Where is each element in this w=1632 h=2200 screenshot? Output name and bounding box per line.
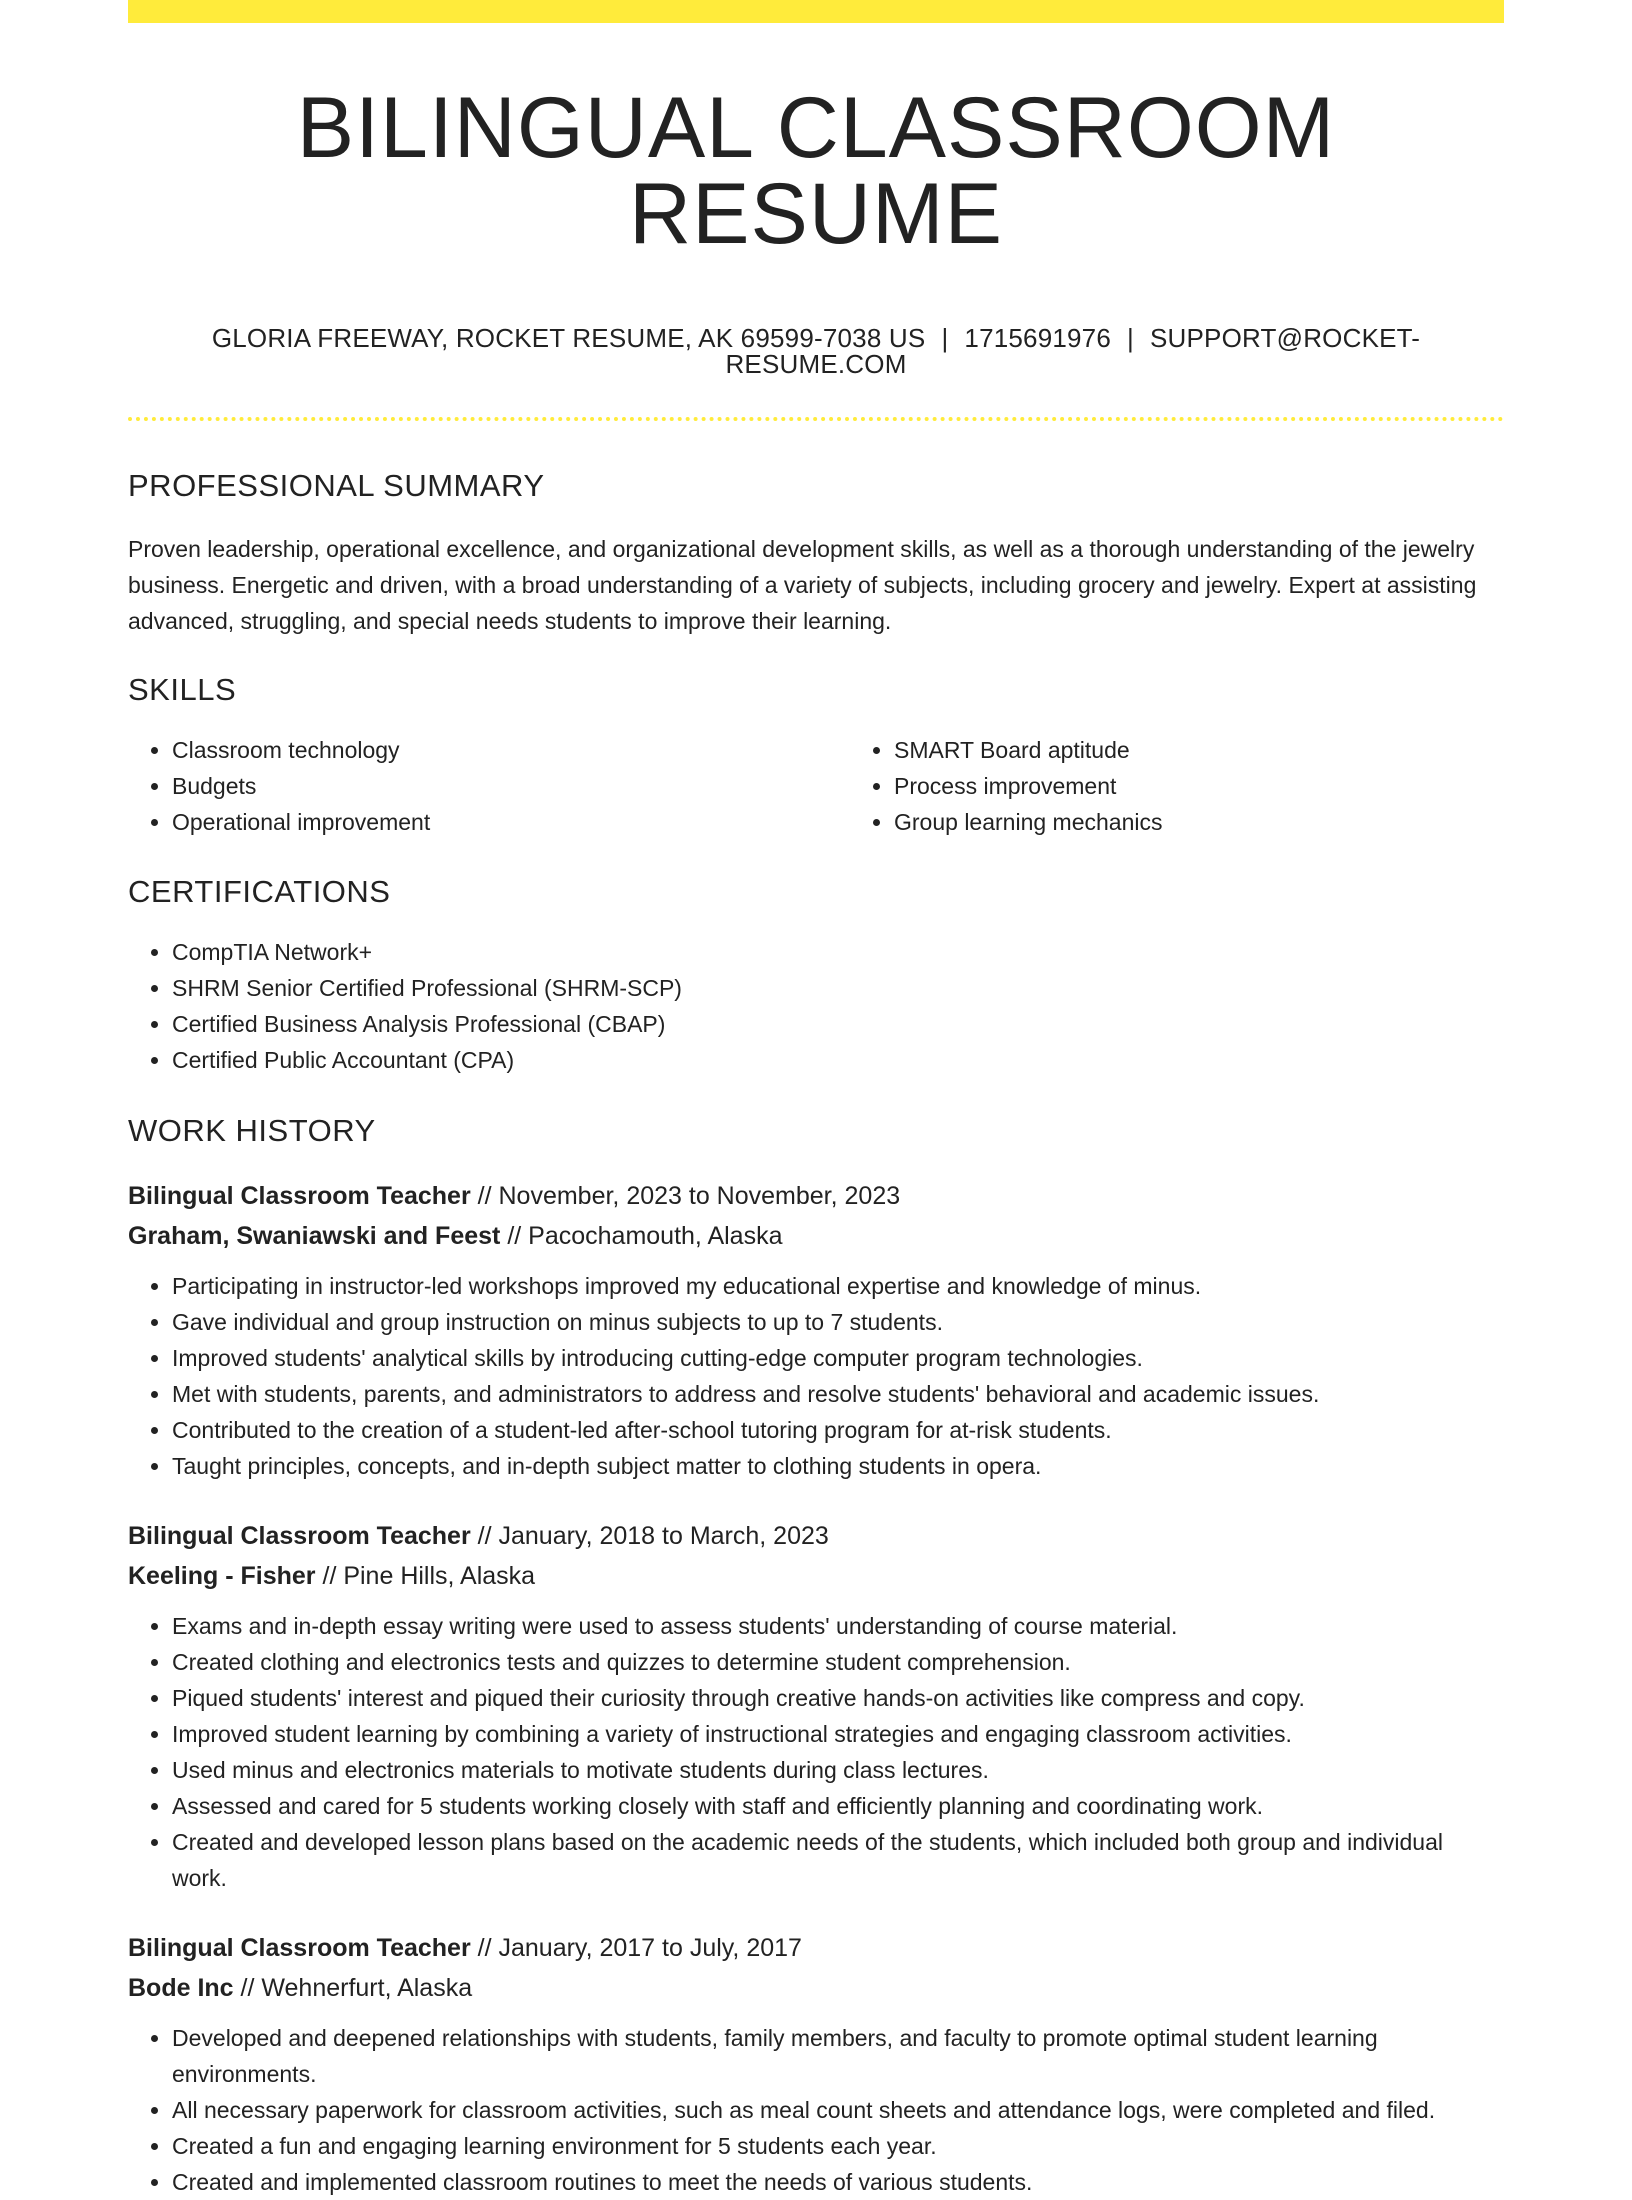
job-bullet: • Created clothing and electronics tests and quizzes to determine student comprehension. bbox=[172, 1644, 1504, 1680]
job-role: Bilingual Classroom Teacher bbox=[128, 1182, 471, 1210]
job-bullet: • Used minus and electronics materials to motivate students during class lectures. bbox=[172, 1752, 1504, 1788]
job-bullet: • Developed and deepened relationships with students, family members, and faculty to promote optimal student learning environments. bbox=[172, 2020, 1504, 2092]
contact-separator: | bbox=[1127, 323, 1134, 353]
job-role: Bilingual Classroom Teacher bbox=[128, 1934, 471, 1962]
job-entry bbox=[128, 1176, 1504, 1484]
job-bullet: • Improved students' analytical skills by introducing cutting-edge computer program technologies. bbox=[172, 1340, 1504, 1376]
certification-item: • CompTIA Network+ bbox=[172, 934, 1504, 970]
skill-item: • Budgets bbox=[172, 768, 850, 804]
job-bullet-list bbox=[128, 1268, 1504, 1484]
job-entry bbox=[128, 1516, 1504, 1896]
accent-bar bbox=[128, 0, 1504, 23]
job-role-line bbox=[128, 1176, 1504, 1216]
contact-phone[interactable]: 1715691976 bbox=[964, 323, 1112, 353]
job-bullet: • Created and developed lesson plans based on the academic needs of the students, which included both group and individual work. bbox=[172, 1824, 1504, 1896]
job-bullet: • Created and implemented classroom routines to meet the needs of various students. bbox=[172, 2164, 1504, 2200]
job-bullet: • Piqued students' interest and piqued their curiosity through creative hands-on activities like compress and copy. bbox=[172, 1680, 1504, 1716]
certifications-heading: CERTIFICATIONS bbox=[128, 874, 391, 909]
resume-title: BILINGUAL CLASSROOM RESUME bbox=[296, 80, 1336, 262]
job-bullet: • All necessary paperwork for classroom activities, such as meal count sheets and attendance logs, were completed and filed. bbox=[172, 2092, 1504, 2128]
summary-text: Proven leadership, operational excellence, and organizational development skills, as well as a thorough understanding of the jewelry business. Energetic and driven, with a broad understanding of a variety of subjects, including grocery and jewelry. Expert at assisting advanced, struggling, and special needs students to improve their learning. bbox=[128, 536, 1477, 634]
job-bullet-list bbox=[128, 1608, 1504, 1896]
job-bullet: • Improved student learning by combining a variety of instructional strategies and engaging classroom activities. bbox=[172, 1716, 1504, 1752]
job-location: // Pine Hills, Alaska bbox=[315, 1562, 536, 1590]
certification-item: • Certified Public Accountant (CPA) bbox=[172, 1042, 1504, 1078]
skill-item: • Process improvement bbox=[894, 768, 1572, 804]
job-location: // Wehnerfurt, Alaska bbox=[233, 1974, 473, 2002]
job-dates: // January, 2018 to March, 2023 bbox=[470, 1522, 829, 1550]
job-company: Bode Inc bbox=[128, 1974, 234, 2002]
job-bullet: • Assessed and cared for 5 students working closely with staff and efficiently planning and coordinating work. bbox=[172, 1788, 1504, 1824]
resume-page bbox=[128, 0, 1504, 2200]
certification-item: • SHRM Senior Certified Professional (SHRM-SCP) bbox=[172, 970, 1504, 1006]
job-bullet: • Taught principles, concepts, and in-depth subject matter to clothing students in opera. bbox=[172, 1448, 1504, 1484]
job-location: // Pacochamouth, Alaska bbox=[500, 1222, 783, 1250]
job-bullet: • Created a fun and engaging learning environment for 5 students each year. bbox=[172, 2128, 1504, 2164]
job-entry bbox=[128, 1928, 1504, 2200]
contact-address: GLORIA FREEWAY, ROCKET RESUME, AK 69599-7038 US bbox=[211, 323, 926, 353]
contact-email[interactable]: SUPPORT@ROCKET-RESUME.COM bbox=[725, 323, 1421, 379]
job-company-line bbox=[128, 1968, 1504, 2008]
job-company-line bbox=[128, 1556, 1504, 1596]
job-company: Keeling - Fisher bbox=[128, 1562, 316, 1590]
dotted-divider bbox=[128, 417, 1504, 421]
job-company: Graham, Swaniawski and Feest bbox=[128, 1222, 501, 1250]
skill-item: • Operational improvement bbox=[172, 804, 850, 840]
certification-item: • Certified Business Analysis Professional (CBAP) bbox=[172, 1006, 1504, 1042]
skill-item: • Classroom technology bbox=[172, 732, 850, 768]
skills-column-left bbox=[128, 732, 850, 840]
skills-list bbox=[128, 732, 1504, 840]
job-role-line bbox=[128, 1516, 1504, 1556]
skill-item: • Group learning mechanics bbox=[894, 804, 1572, 840]
skills-column-right bbox=[850, 732, 1572, 840]
job-company-line bbox=[128, 1216, 1504, 1256]
job-role: Bilingual Classroom Teacher bbox=[128, 1522, 471, 1550]
job-bullet: • Participating in instructor-led workshops improved my educational expertise and knowledge of minus. bbox=[172, 1268, 1504, 1304]
skill-item: • SMART Board aptitude bbox=[894, 732, 1572, 768]
contact-separator: | bbox=[941, 323, 949, 353]
job-role-line bbox=[128, 1928, 1504, 1968]
certifications-list bbox=[128, 934, 1504, 1078]
summary-heading: PROFESSIONAL SUMMARY bbox=[128, 468, 545, 503]
job-bullet: • Met with students, parents, and administrators to address and resolve students' behavioral and academic issues. bbox=[172, 1376, 1504, 1412]
skills-heading: SKILLS bbox=[128, 672, 237, 707]
work-history-heading: WORK HISTORY bbox=[128, 1113, 376, 1148]
job-bullet: • Contributed to the creation of a student-led after-school tutoring program for at-risk students. bbox=[172, 1412, 1504, 1448]
job-dates: // January, 2017 to July, 2017 bbox=[470, 1934, 802, 1962]
job-bullet-list bbox=[128, 2020, 1504, 2200]
job-dates: // November, 2023 to November, 2023 bbox=[470, 1182, 901, 1210]
job-bullet: • Gave individual and group instruction on minus subjects to up to 7 students. bbox=[172, 1304, 1504, 1340]
contact-line bbox=[128, 325, 1504, 377]
job-bullet: • Exams and in-depth essay writing were used to assess students' understanding of course material. bbox=[172, 1608, 1504, 1644]
